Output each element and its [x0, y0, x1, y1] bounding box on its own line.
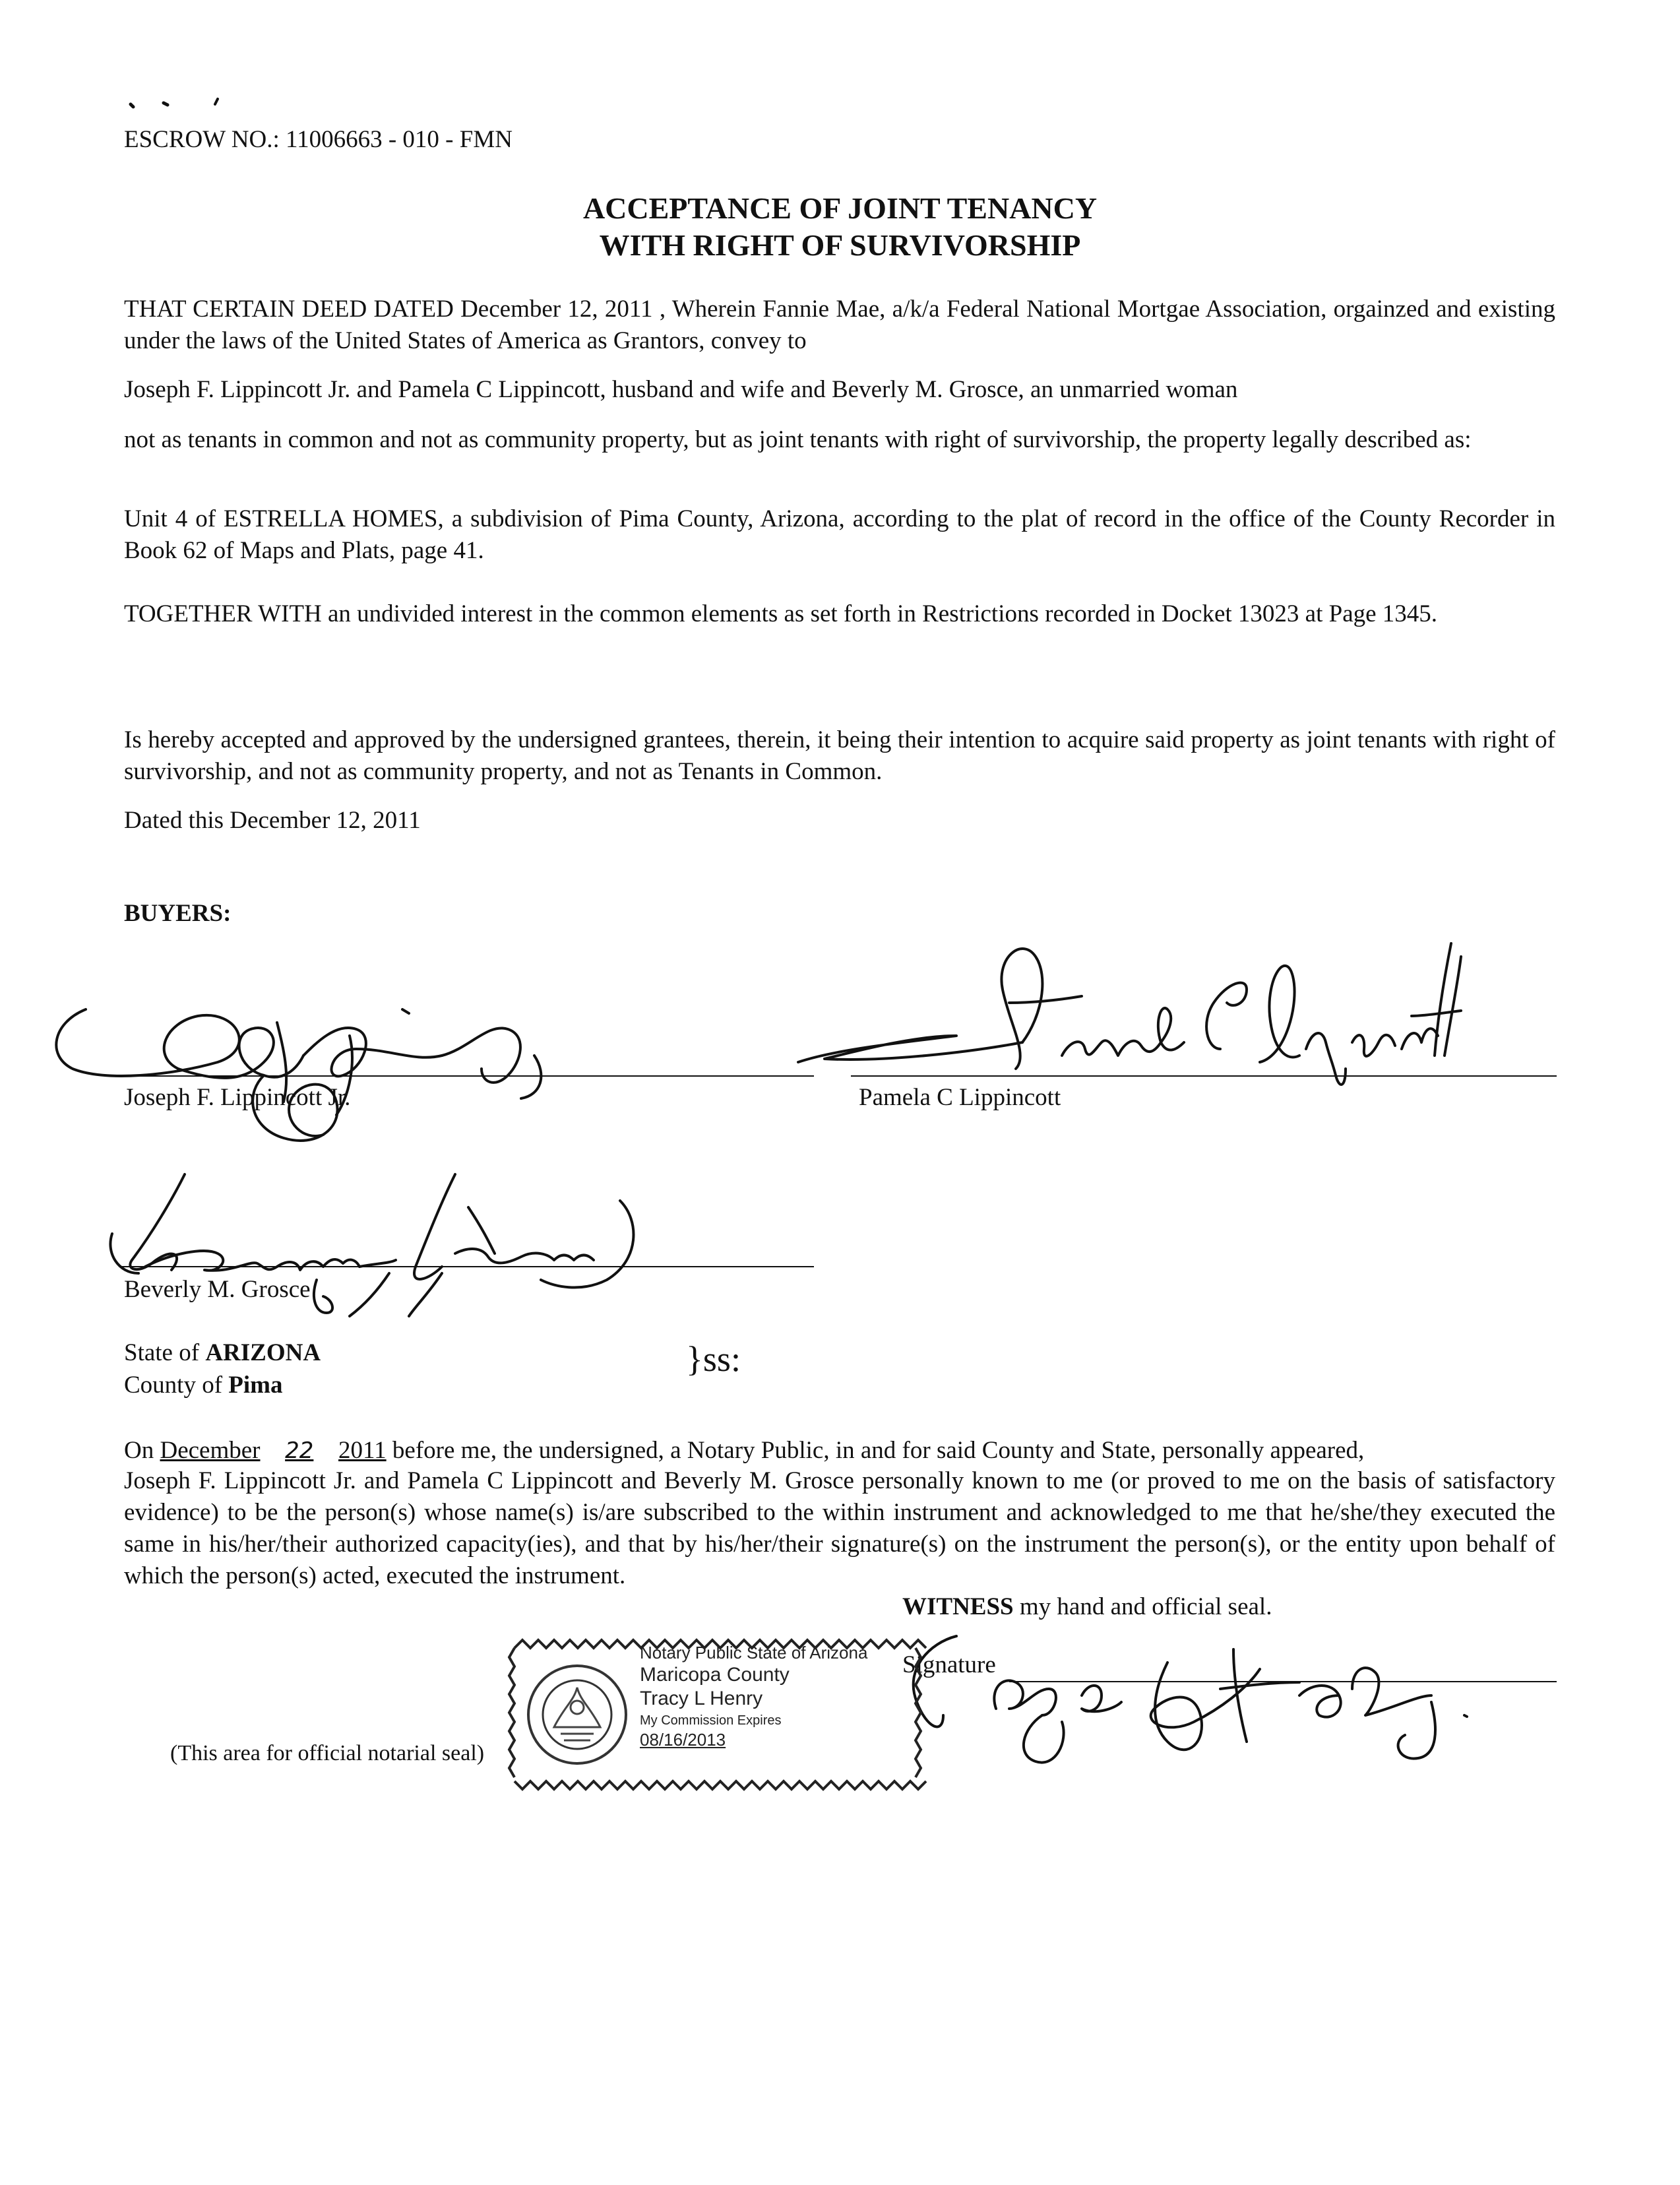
paragraph-together-with: TOGETHER WITH an undivided interest in the common elements as set forth in Restrictions recorded in Docket 13023 at Page 1345.	[124, 600, 1438, 627]
signature-beverly-grosce	[99, 1148, 660, 1319]
stray-marks	[125, 92, 231, 112]
stamp-line-1: Notary Public State of Arizona	[640, 1643, 868, 1662]
buyers-heading: BUYERS:	[124, 900, 232, 927]
seal-area-label: (This area for official notarial seal)	[170, 1741, 485, 1765]
paragraph-acceptance: Is hereby accepted and approved by the undersigned grantees, therein, it being their intention to acquire said property as joint tenants with right of survivorship, and not as community property, and not as Tenants in Common.	[124, 726, 1555, 785]
county-name: Pima	[228, 1372, 283, 1399]
paragraph-deed: THAT CERTAIN DEED DATED December 12, 2011 , Wherein Fannie Mae, a/k/a Federal National Mortgae Association, orgainzed and existing under the laws of the United States of America as Grantors, convey to	[124, 296, 1555, 354]
escrow-number: ESCROW NO.: 11006663 - 010 - FMN	[124, 126, 513, 153]
paragraph-legal-description: Unit 4 of ESTRELLA HOMES, a subdivision of Pima County, Arizona, according to the plat of record in the office of the County Recorder in Book 62 of Maps and Plats, page 41.	[124, 505, 1555, 564]
signature-notary	[890, 1610, 1524, 1775]
stamp-line-4: My Commission Expires	[640, 1713, 782, 1728]
acknowledgment-body: Joseph F. Lippincott Jr. and Pamela C Lippincott and Beverly M. Grosce personally known to me (or proved to me on the basis of satisfactory evidence) to be the person(s) whose name(s) is/are subscribed to the within instrument and acknowledged to me that he/she/they executed the same in his/her/their authorized capacity(ies), and that by his/her/their signature(s) on the instrument the person(s), or the entity upon behalf of which the person(s) acted, executed the instrument.	[124, 1467, 1555, 1589]
signature-pamela-lippincott	[785, 937, 1464, 1108]
state-name: ARIZONA	[205, 1339, 321, 1366]
venue-county	[124, 1370, 520, 1401]
stamp-line-5: 08/16/2013	[640, 1730, 726, 1750]
title-line-1: ACCEPTANCE OF JOINT TENANCY	[582, 191, 1098, 225]
paragraph-tenancy: not as tenants in common and not as community property, but as joint tenants with right of survivorship, the property legally described as:	[124, 426, 1472, 453]
signature-joseph-lippincott	[46, 983, 561, 1155]
county-label: County of	[124, 1372, 229, 1399]
ack-day-handwritten: 22	[285, 1438, 314, 1464]
ack-year: 2011	[338, 1437, 387, 1464]
venue-state	[124, 1337, 520, 1369]
witness-label: WITNESS	[902, 1593, 1014, 1620]
title-line-2: WITH RIGHT OF SURVIVORSHIP	[599, 228, 1081, 262]
dated-line: Dated this December 12, 2011	[124, 807, 421, 834]
ack-line1-rest: before me, the undersigned, a Notary Public, in and for said County and State, personally appeared,	[392, 1437, 1365, 1464]
stamp-line-3: Tracy L Henry	[640, 1688, 763, 1709]
buyer-3-name: Beverly M. Grosce	[124, 1276, 311, 1303]
paragraph-grantees: Joseph F. Lippincott Jr. and Pamela C Lippincott, husband and wife and Beverly M. Grosce, an unmarried woman	[124, 376, 1238, 403]
signature-label: Signature	[902, 1651, 996, 1678]
acknowledgment-first-line	[124, 1435, 1575, 1467]
buyer-1-name: Joseph F. Lippincott Jr.	[124, 1084, 351, 1111]
buyer-2-name: Pamela C Lippincott	[859, 1084, 1061, 1111]
ack-month: December	[160, 1437, 261, 1464]
witness-rest: my hand and official seal.	[1013, 1593, 1272, 1620]
state-label: State of	[124, 1339, 206, 1366]
ss-bracket: }ss:	[686, 1339, 741, 1379]
stamp-line-2: Maricopa County	[640, 1664, 790, 1686]
notary-stamp	[508, 1635, 923, 1793]
on-label: On	[124, 1437, 154, 1464]
